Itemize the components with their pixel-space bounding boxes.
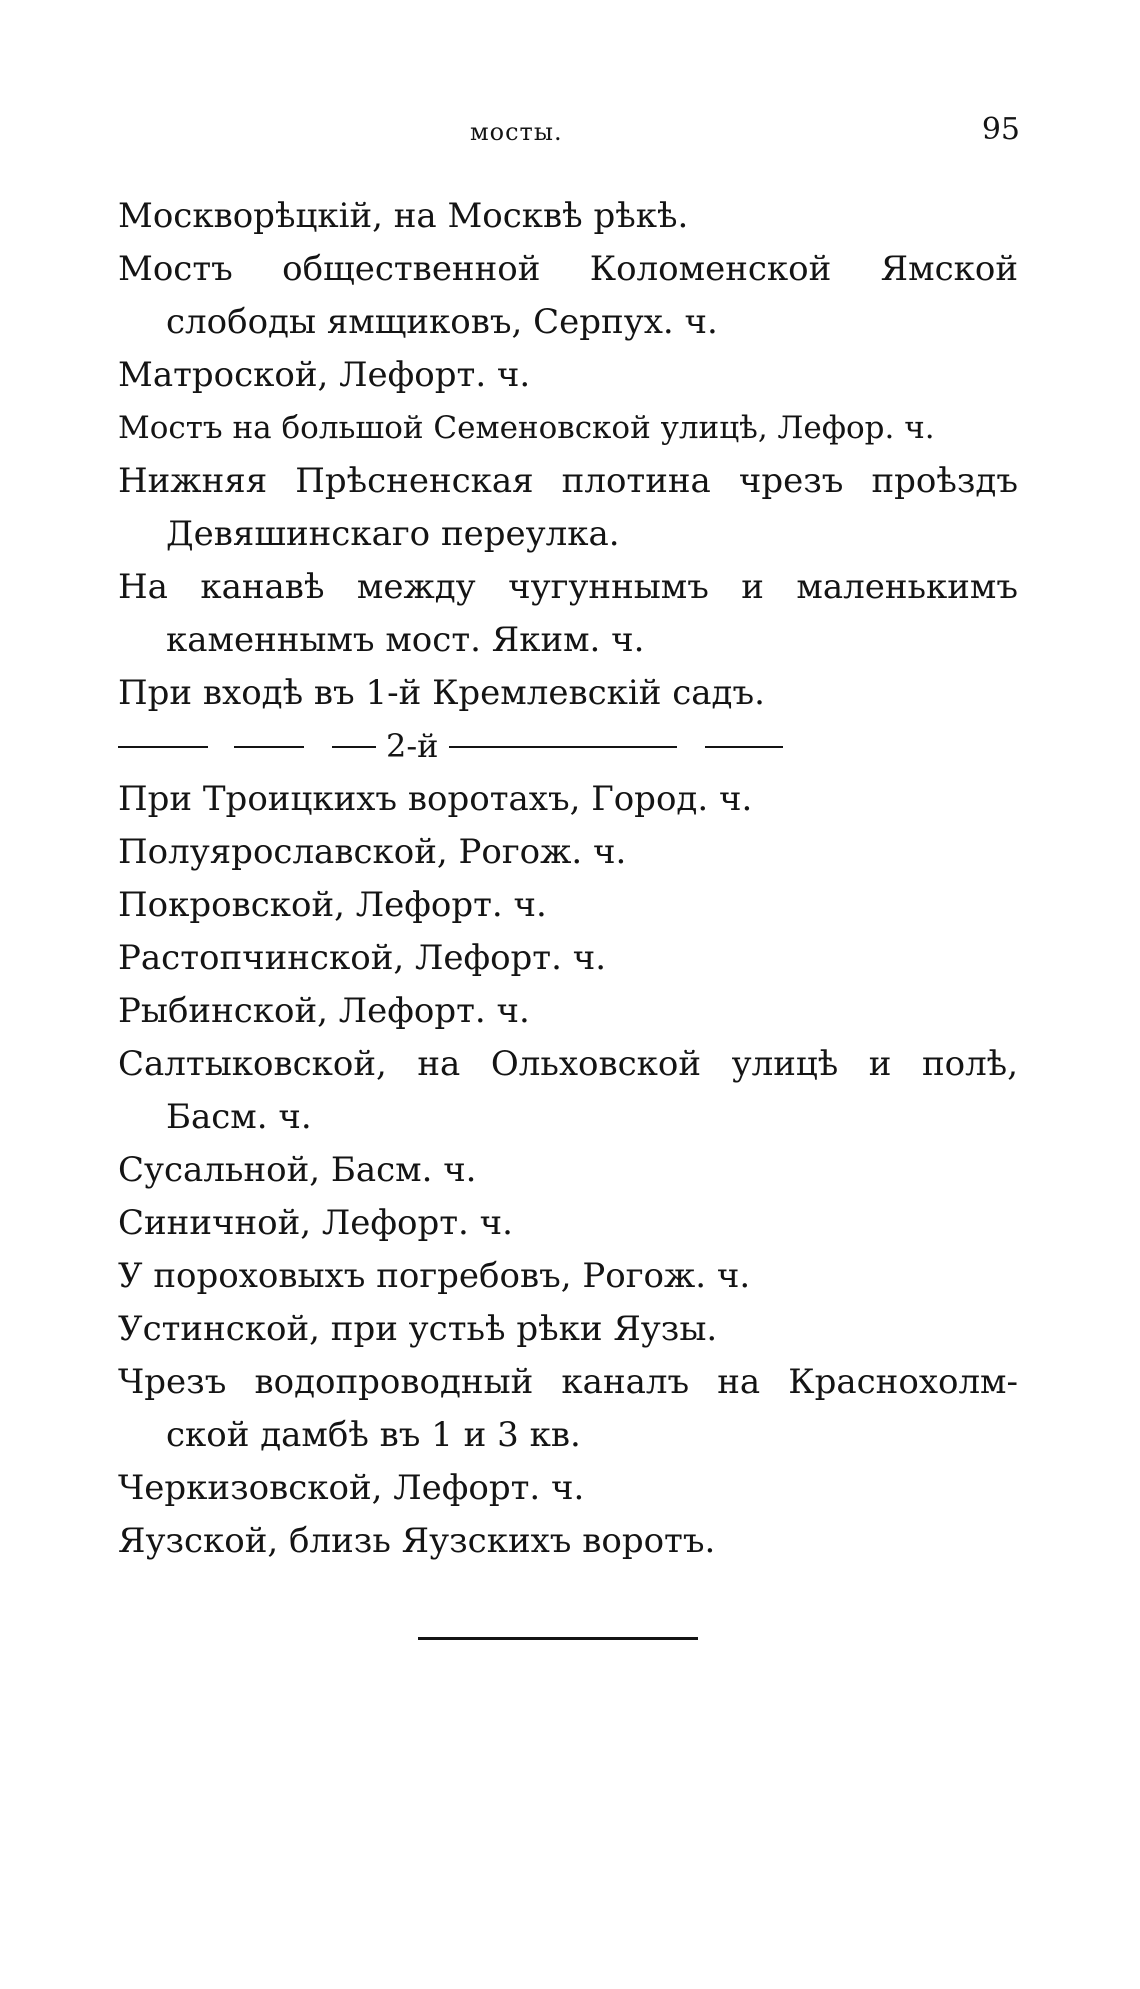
list-item: Мостъ общественной Коломенской Ямской <box>118 249 1018 289</box>
list-item: На канавѣ между чугуннымъ и маленькимъ <box>118 567 1018 607</box>
divider-dash <box>449 746 677 748</box>
list-item: Москворѣцкій, на Москвѣ рѣкѣ. <box>118 196 689 236</box>
list-item: Нижняя Прѣсненская плотина чрезъ проѣздъ <box>118 461 1018 501</box>
list-item: Мостъ на большой Семеновской улицѣ, Лефор. ч. <box>118 410 935 446</box>
list-item: Сусальной, Басм. ч. <box>118 1150 477 1190</box>
list-item: Покровской, Лефорт. ч. <box>118 885 547 925</box>
list-item: При Троицкихъ воротахъ, Город. ч. <box>118 779 753 819</box>
list-item: Устинской, при устьѣ рѣки Яузы. <box>118 1309 718 1349</box>
list-item: Рыбинской, Лефорт. ч. <box>118 991 530 1031</box>
list-item: При входѣ въ 1-й Кремлевскій садъ. <box>118 673 765 713</box>
page-number: 95 <box>981 112 1020 147</box>
list-item-continuation: каменнымъ мост. Яким. ч. <box>166 620 645 660</box>
list-item-continuation: слободы ямщиковъ, Серпух. ч. <box>166 302 718 342</box>
list-item: Растопчинской, Лефорт. ч. <box>118 938 607 978</box>
list-item: У пороховыхъ погребовъ, Рогож. ч. <box>118 1256 751 1296</box>
running-head: мосты. <box>470 118 563 146</box>
list-item: Матроской, Лефорт. ч. <box>118 355 531 395</box>
list-item: Черкизовской, Лефорт. ч. <box>118 1468 585 1508</box>
list-item: Салтыковской, на Ольховской улицѣ и полѣ, <box>118 1044 1018 1084</box>
list-item-continuation: ской дамбѣ въ 1 и 3 кв. <box>166 1415 581 1455</box>
divider-dash <box>118 746 208 748</box>
divider-dash <box>234 746 304 748</box>
section-label: 2-й <box>386 727 439 765</box>
list-item: Полуярославской, Рогож. ч. <box>118 832 627 872</box>
divider-dash <box>705 746 783 748</box>
list-item-continuation: Басм. ч. <box>166 1097 312 1137</box>
list-item-continuation: Девяшинскаго переулка. <box>166 514 620 554</box>
list-item: Синичной, Лефорт. ч. <box>118 1203 513 1243</box>
section-divider <box>118 720 808 773</box>
list-item: Чрезъ водопроводный каналъ на Краснохолм- <box>118 1362 1018 1402</box>
bridge-list <box>118 190 1018 1568</box>
list-item: Яузской, близь Яузскихъ воротъ. <box>118 1521 716 1561</box>
end-rule <box>418 1637 698 1640</box>
divider-dash <box>332 746 376 748</box>
